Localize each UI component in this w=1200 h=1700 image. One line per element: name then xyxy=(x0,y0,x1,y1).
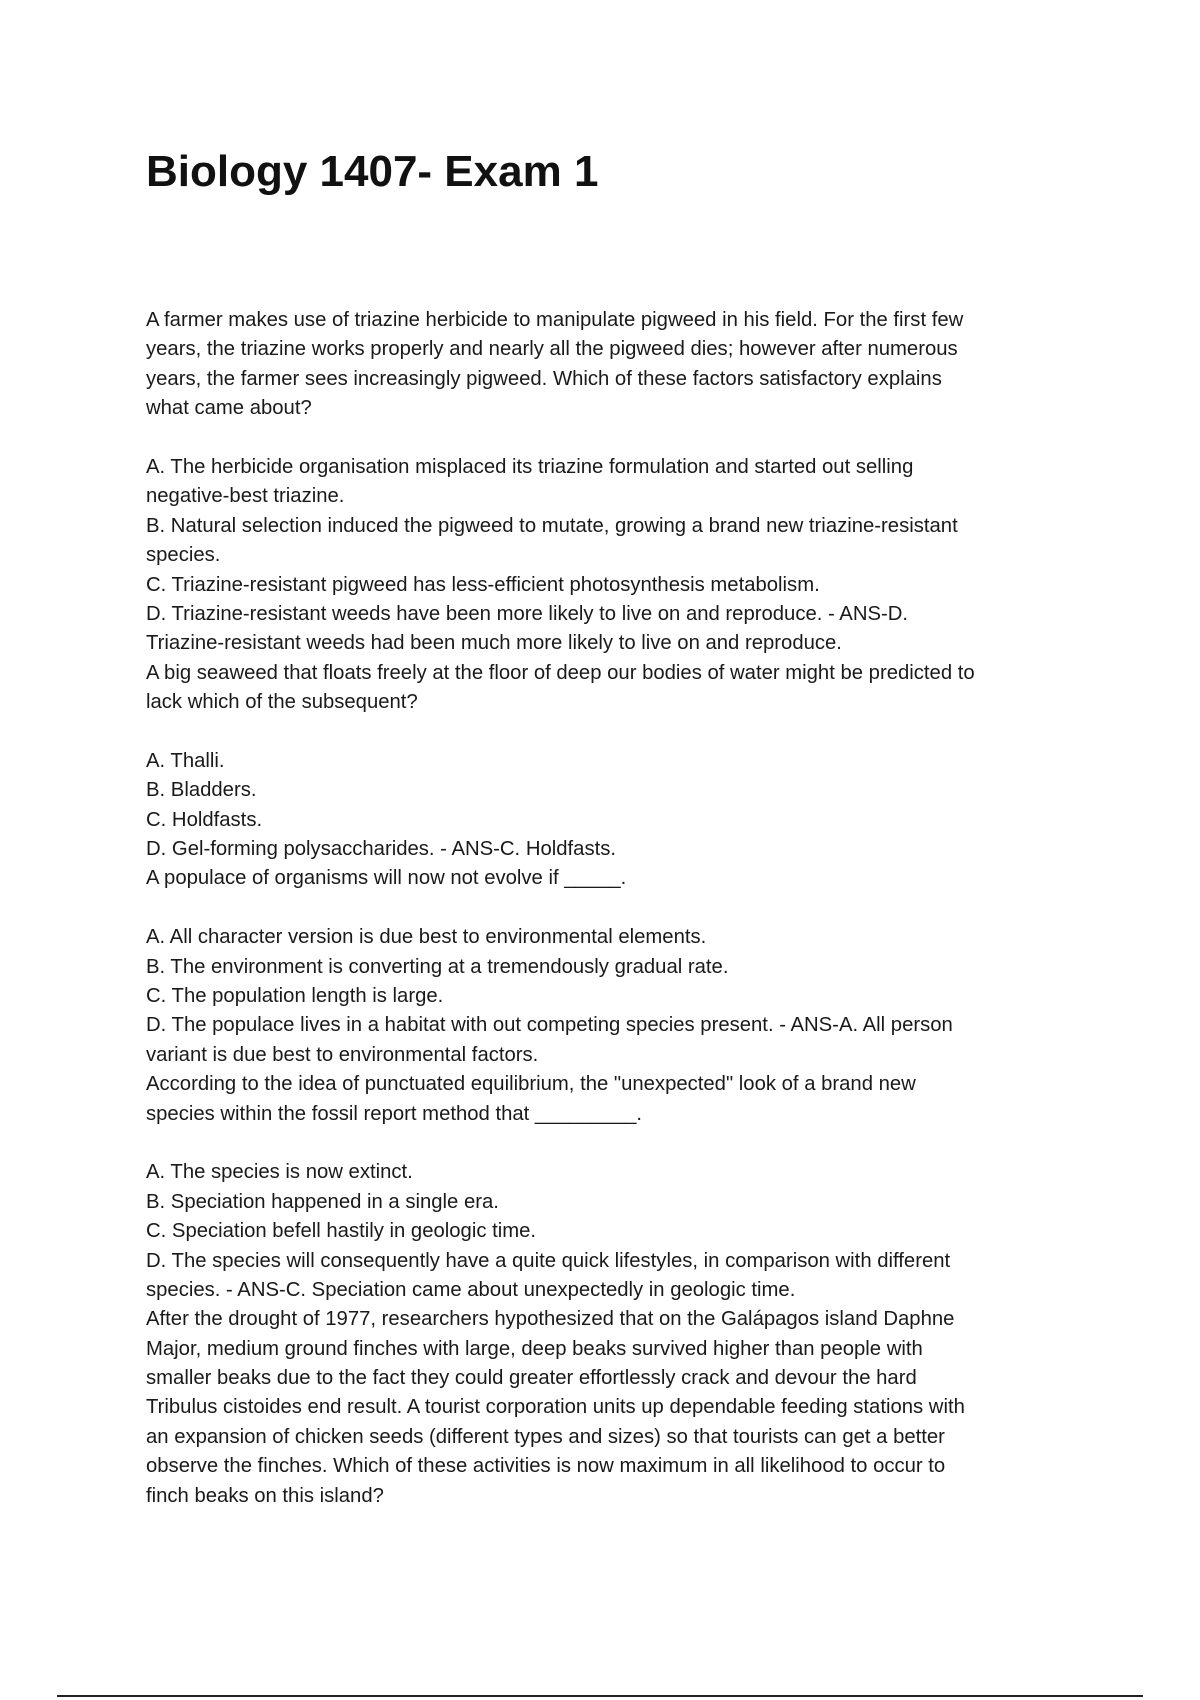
answer-option: A. Thalli. xyxy=(146,749,225,772)
question-text: Major, medium ground finches with large, deep beaks survived higher than people with xyxy=(146,1337,923,1360)
answer-option: B. Bladders. xyxy=(146,779,257,802)
answer-option: D. Gel-forming polysaccharides. - ANS-C. Holdfasts. xyxy=(146,838,617,861)
answer-option: B. The environment is converting at a tremendously gradual rate. xyxy=(146,955,729,978)
question-text: finch beaks on this island? xyxy=(146,1484,384,1507)
question-text: smaller beaks due to the fact they could greater effortlessly crack and devour the hard xyxy=(146,1367,917,1390)
question-text: observe the finches. Which of these activities is now maximum in all likelihood to occur to xyxy=(146,1455,946,1478)
paragraph-gap xyxy=(146,424,1066,453)
answer-option: species. - ANS-C. Speciation came about unexpectedly in geologic time. xyxy=(146,1278,796,1301)
document-title: Biology 1407- Exam 1 xyxy=(146,147,599,196)
question-text: According to the idea of punctuated equilibrium, the "unexpected" look of a brand new xyxy=(146,1073,916,1096)
document-body xyxy=(146,306,1066,1511)
answer-option: negative-best triazine. xyxy=(146,485,345,508)
question-4 xyxy=(146,1070,1066,1305)
question-text: After the drought of 1977, researchers hypothesized that on the Galápagos island Daphne xyxy=(146,1308,955,1331)
question-text: an expansion of chicken seeds (different types and sizes) so that tourists can get a better xyxy=(146,1425,945,1448)
answer-option: Triazine-resistant weeds had been much more likely to live on and reproduce. xyxy=(146,632,842,655)
question-text: A big seaweed that floats freely at the floor of deep our bodies of water might be predicted to xyxy=(146,661,975,684)
question-text: years, the triazine works properly and nearly all the pigweed dies; however after numerous xyxy=(146,338,958,361)
answer-option: C. Triazine-resistant pigweed has less-efficient photosynthesis metabolism. xyxy=(146,573,820,596)
paragraph-gap xyxy=(146,1129,1066,1158)
question-text: species within the fossil report method that _________. xyxy=(146,1102,643,1125)
answer-option: B. Natural selection induced the pigweed to mutate, growing a brand new triazine-resistant xyxy=(146,514,958,537)
answer-option: C. The population length is large. xyxy=(146,984,444,1007)
answer-option: A. The species is now extinct. xyxy=(146,1161,413,1184)
question-text: A populace of organisms will now not evolve if _____. xyxy=(146,867,627,890)
answer-option: D. The species will consequently have a quite quick lifestyles, in comparison with different xyxy=(146,1249,951,1272)
answer-option: variant is due best to environmental factors. xyxy=(146,1043,539,1066)
answer-option: C. Holdfasts. xyxy=(146,808,263,831)
question-2 xyxy=(146,659,1066,865)
paragraph-gap xyxy=(146,894,1066,923)
question-3 xyxy=(146,864,1066,1070)
page-bottom-rule xyxy=(57,1695,1143,1697)
answer-option: C. Speciation befell hastily in geologic time. xyxy=(146,1220,537,1243)
answer-option: A. The herbicide organisation misplaced its triazine formulation and started out selling xyxy=(146,455,914,478)
question-text: Tribulus cistoides end result. A tourist corporation units up dependable feeding stations with xyxy=(146,1396,965,1419)
question-text: lack which of the subsequent? xyxy=(146,691,418,714)
question-text: A farmer makes use of triazine herbicide to manipulate pigweed in his field. For the first few xyxy=(146,309,964,331)
answer-option: D. Triazine-resistant weeds have been more likely to live on and reproduce. - ANS-D. xyxy=(146,602,909,625)
question-1 xyxy=(146,306,1066,659)
answer-option: species. xyxy=(146,544,221,567)
question-5 xyxy=(146,1305,1066,1511)
answer-option: A. All character version is due best to environmental elements. xyxy=(146,926,707,949)
answer-option: B. Speciation happened in a single era. xyxy=(146,1190,499,1213)
question-text: what came about? xyxy=(146,397,312,420)
paragraph-gap xyxy=(146,717,1066,746)
answer-option: D. The populace lives in a habitat with out competing species present. - ANS-A. All person xyxy=(146,1014,953,1037)
question-text: years, the farmer sees increasingly pigweed. Which of these factors satisfactory explains xyxy=(146,367,942,390)
